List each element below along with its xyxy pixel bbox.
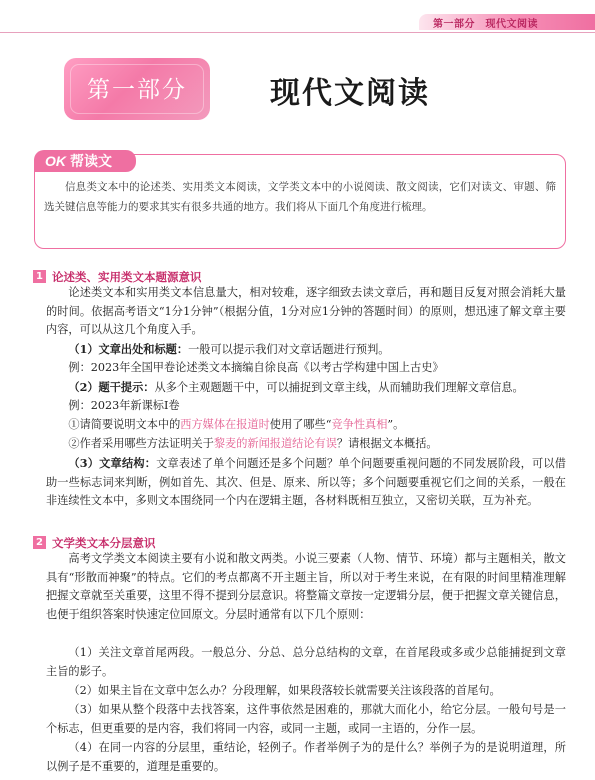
section-1-item-1 bbox=[46, 340, 566, 360]
question-text: ”。 bbox=[387, 418, 405, 431]
section-title: 论述类、实用类文本题源意识 bbox=[52, 269, 202, 284]
part-badge bbox=[64, 58, 210, 120]
section-2-point-3: （3）如果从整个段落中去找答案，这件事依然是困难的，那就大而化小，给它分层。一般句号是一个标志，但更重要的是内容，我们将同一内容，或同一主题，或同一主语的，分作一层。 bbox=[46, 703, 566, 735]
section-1-question-1 bbox=[46, 416, 566, 435]
page-title: 现代文阅读 bbox=[270, 76, 430, 111]
section-1-example-1: 例：2023年全国甲卷论述类文本摘编自徐良高《以考古学构建中国上古史》 bbox=[68, 361, 444, 374]
section-title: 文学类文本分层意识 bbox=[52, 535, 156, 550]
ok-tab-label bbox=[45, 151, 112, 171]
section-1-heading bbox=[33, 266, 202, 282]
question-text: ①请简要说明文本中的 bbox=[68, 418, 181, 431]
section-2-heading bbox=[33, 532, 156, 548]
section-number: 1 bbox=[33, 270, 46, 283]
section-1-question-2 bbox=[46, 435, 566, 454]
section-1-example-2: 例：2023年新课标Ⅰ卷 bbox=[68, 399, 180, 412]
section-1-item-3 bbox=[46, 454, 566, 511]
section-2-point-1: （1）关注文章首尾两段。一般总分、分总、总分总结构的文章，在首尾段或多或少总能捕捉到文章主旨的影子。 bbox=[46, 646, 566, 678]
item-text: 文章表述了单个问题还是多个问题？单个问题要重视问题的不同发展阶段，可以借助一些标志词来判断，例如首先、其次、但是、原来、所以等；多个问题要重视它们之间的关系，一般在非连续性文本中，多则文本围绕同一个内在逻辑主题，各材料既相互独立，又密切关联，互为补充。 bbox=[46, 457, 566, 507]
ok-logo: OK bbox=[45, 153, 66, 169]
item-label: （2）题干提示： bbox=[68, 380, 155, 394]
page-header bbox=[0, 0, 595, 34]
highlight: 西方媒体在报道时 bbox=[180, 418, 270, 431]
question-text: ？请根据文本概括。 bbox=[336, 437, 438, 450]
highlight: 竞争性真相 bbox=[331, 418, 388, 431]
item-label: （3）文章结构： bbox=[68, 456, 157, 470]
section-number: 2 bbox=[33, 536, 46, 549]
section-1-item-2 bbox=[46, 378, 566, 398]
item-text: 从多个主观题题干中，可以捕捉到文章主线，从而辅助我们理解文章信息。 bbox=[154, 381, 524, 394]
item-text: 一般可以提示我们对文章话题进行预判。 bbox=[188, 343, 390, 356]
highlight: 黎麦的新闻报道结论有误 bbox=[213, 437, 337, 450]
question-text: ②作者采用哪些方法证明关于 bbox=[68, 437, 214, 450]
item-label: （1）文章出处和标题： bbox=[68, 342, 189, 356]
ok-tab-text: 帮读文 bbox=[70, 154, 112, 170]
section-1-intro: 论述类文本和实用类文本信息量大，相对较难，逐字细致去读文章后，再和题目反复对照会消耗大量的时间。依据高考语文“1分1分钟”（根据分值，1分对应1分钟的答题时间）的原则，想迅速了解文章主要内容，可以从这几个角度入手。 bbox=[46, 286, 566, 336]
section-2-intro: 高考文学类文本阅读主要有小说和散文两类。小说三要素（人物、情节、环境）都与主题相关，散文具有“形散而神聚”的特点。它们的考点都离不开主题主旨，所以对于考生来说，在有限的时间里精准理解把握文章就至关重要，这里不得不提到分层意识。将整篇文章按一定逻辑分层，便于把握文章关键信息，也便于组织答案时快速定位回原文。分层时通常有以下几个原则： bbox=[46, 552, 566, 621]
header-rule bbox=[0, 32, 595, 33]
ok-box-text: 信息类文本中的论述类、实用类文本阅读，文学类文本中的小说阅读、散文阅读，它们对读文、审题、筛选关键信息等能力的要求其实有很多共通的地方。我们将从下面几个角度进行梳理。 bbox=[44, 181, 556, 213]
part-label: 第一部分 bbox=[87, 77, 187, 103]
section-2-point-4: （4）在同一内容的分层里，重结论，轻例子。作者举例子为的是什么？举例子为的是说明道理，所以例子是不重要的，道理是重要的。 bbox=[46, 741, 566, 773]
header-section-label: 第一部分 现代文阅读 bbox=[433, 19, 538, 30]
question-text: 使用了哪些“ bbox=[269, 418, 332, 431]
section-2-point-2: （2）如果主旨在文章中怎么办？分段理解，如果段落较长就需要关注该段落的首尾句。 bbox=[68, 684, 501, 697]
